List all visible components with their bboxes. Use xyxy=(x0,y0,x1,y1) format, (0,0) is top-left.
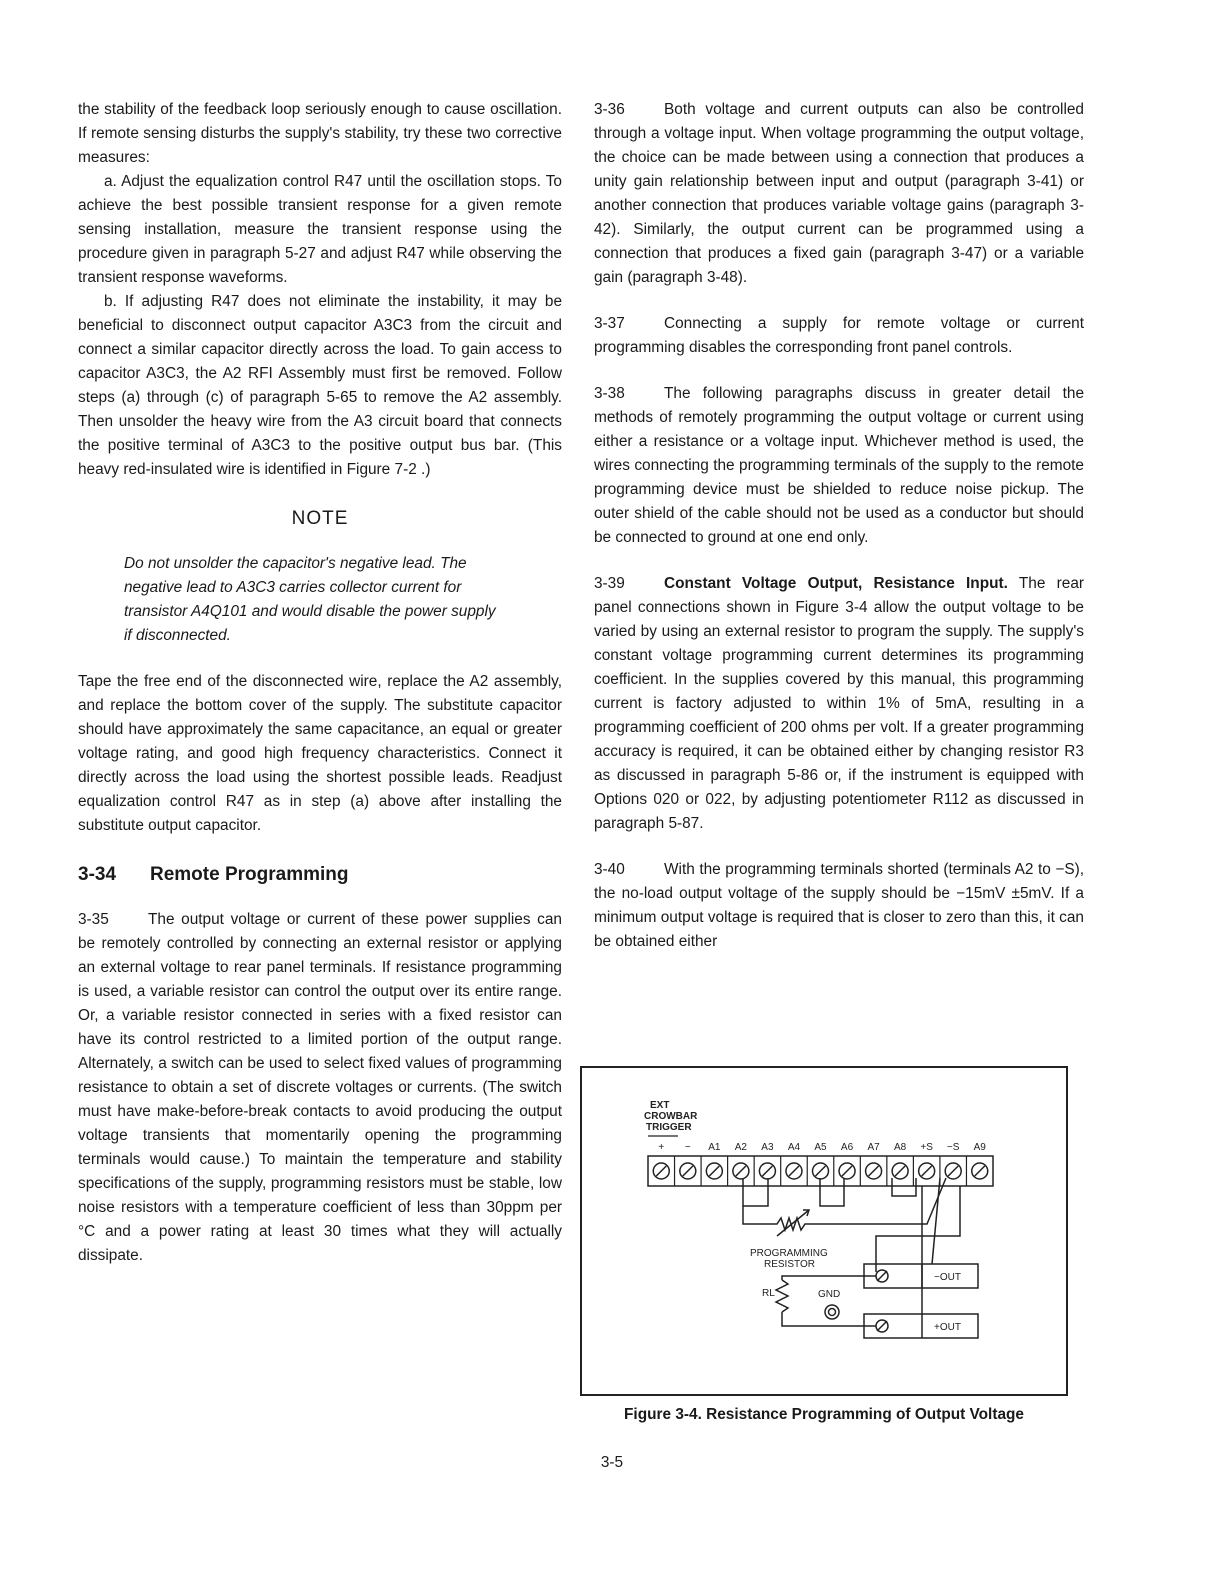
terminal-label: A4 xyxy=(787,1142,801,1153)
terminal-label: +S xyxy=(920,1142,933,1153)
label-ext: EXT xyxy=(650,1100,670,1111)
terminal-label: A5 xyxy=(814,1142,827,1153)
step-a: a. Adjust the equalization control R47 until the oscillation stops. To achieve the best possible transient response for a given remote sensing installation, measure the transient response using the procedure given in paragraph 5-27 and adjust R47 while observing the transient response waveforms. xyxy=(78,173,562,286)
paragraph-3-38: 3-38 The following paragraphs discuss in greater detail the methods of remotely programming the output voltage or current using either a resistance or a voltage input. Whichever method is used, the wires connecting the programming terminals of the supply to the remote programming device must be shielded to reduce noise pickup. The outer shield of the cable should not be used as a conductor but should be connected to ground at one end only. xyxy=(594,382,1084,550)
section-heading xyxy=(78,864,562,886)
terminal-label: A8 xyxy=(893,1142,907,1153)
jumper-a8-plus-s xyxy=(892,1178,916,1196)
paragraph-3-39: 3-39 Constant Voltage Output, Resistance Input. The rear panel connections shown in Figure 3-4 allow the output voltage to be varied by using an external resistor to program the supply. The supply's constant voltage programming current determines its programming coefficient. In the supplies covered by this manual, this programming current is factory adjusted to within 1% of 5mA, resulting in a programming coefficient of 200 ohms per volt. If a greater programming accuracy is required, it can be obtained either by changing resistor R3 as discussed in paragraph 5-86 or, if the instrument is equipped with Options 020 or 022, by adjusting potentiometer R112 as discussed in paragraph 5-87. xyxy=(594,572,1084,836)
jumper-a2-a3 xyxy=(743,1178,768,1206)
terminal-label: A1 xyxy=(708,1142,721,1153)
label-crowbar: CROWBAR xyxy=(644,1111,698,1122)
terminal-label: − xyxy=(684,1142,691,1153)
figure-3-4 xyxy=(580,1066,1068,1396)
paragraph-3-40: 3-40 With the programming terminals shorted (terminals A2 to −S), the no-load output voltage of the supply should be −15mV ±5mV. If a minimum output voltage is required that is closer to zero than this, it can be obtained either xyxy=(594,858,1084,954)
a9-lead xyxy=(876,1186,960,1272)
paragraph-number: 3-39 xyxy=(594,575,625,592)
paragraph-3-35: 3-35 The output voltage or current of these power supplies can be remotely controlled by connecting an external resistor or applying an external voltage to rear panel terminals. If resistance programming is used, a variable resistor can control the output over its entire range. Or, a variable resistor connected in series with a fixed resistor can have its control restricted to a limited portion of the output range. Alternately, a switch can be used to select fixed values of programming resistance to obtain a set of discrete voltages or currents. (The switch must have make-before-break contacts to avoid producing the output voltage transients that momentarily opening the programming terminals would cause.) To maintain the temperature and stability specifications of the supply, programming resistors must be stable, low noise resistors with a temperature coefficient of less than 30ppm per °C and a power rating at least 30 times what they will actually dissipate. xyxy=(78,908,562,1268)
load-top-wire xyxy=(782,1276,876,1280)
terminal-label: A2 xyxy=(734,1142,748,1153)
label-minus-out: −OUT xyxy=(934,1272,961,1283)
gnd-terminal-outer xyxy=(825,1305,839,1319)
minus-s-lead xyxy=(932,1178,940,1264)
paragraph-number: 3-37 xyxy=(594,315,625,332)
paragraph-3-36: 3-36 Both voltage and current outputs can also be controlled through a voltage input. When voltage programming the output voltage, the choice can be made between using a connection that produces a unity gain relationship between input and output (paragraph 3-41) or another connection that produces variable voltage gains (paragraph 3-42). Similarly, the output current can be programmed using a connection that produces a fixed gain (paragraph 3-47) or a variable gain (paragraph 3-48). xyxy=(594,98,1084,290)
paragraph-substitute-capacitor: Tape the free end of the disconnected wire, replace the A2 assembly, and replace the bottom cover of the supply. The substitute capacitor should have approximately the same capacitance, an equal or greater voltage rating, and good high frequency characteristics. Connect it directly across the load using the shortest possible leads. Readjust equalization control R47 as in step (a) above after installing the substitute output capacitor. xyxy=(78,673,562,834)
section-title: Remote Programming xyxy=(150,864,349,885)
terminal-label: + xyxy=(658,1142,665,1153)
load-resistor xyxy=(776,1280,788,1312)
run-in-title: Constant Voltage Output, Resistance Input. xyxy=(664,575,1008,592)
terminal-label: A6 xyxy=(840,1142,854,1153)
label-rl: RL xyxy=(762,1288,775,1299)
label-resistor: RESISTOR xyxy=(764,1259,815,1270)
label-programming: PROGRAMMING xyxy=(750,1248,828,1259)
step-b: b. If adjusting R47 does not eliminate the instability, it may be beneficial to disconnect output capacitor A3C3 from the circuit and connect a similar capacitor directly across the load. To gain access to capacitor A3C3, the A2 RFI Assembly must first be removed. Follow steps (a) through (c) of paragraph 5-65 to remove the A2 assembly. Then unsolder the heavy wire from the A3 circuit board that connects the positive terminal of A3C3 to the positive output bus bar. (This heavy red-insulated wire is identified in Figure 7-2 .) xyxy=(78,293,562,478)
terminal-label: A7 xyxy=(867,1142,880,1153)
paragraph-number: 3-36 xyxy=(594,101,625,118)
gnd-terminal-inner xyxy=(829,1309,836,1316)
left-column xyxy=(78,98,562,1268)
note-title: NOTE xyxy=(291,508,349,529)
paragraph-number: 3-35 xyxy=(78,911,109,928)
page-number: 3-5 xyxy=(600,1454,624,1471)
note-text: Do not unsolder the capacitor's negative lead. The negative lead to A3C3 carries collector current for transistor A4Q101 and would disable the power supply if disconnected. xyxy=(124,555,496,644)
label-plus-out: +OUT xyxy=(934,1322,961,1333)
jumper-a5-a6 xyxy=(820,1178,844,1206)
figure-caption: Figure 3-4. Resistance Programming of Output Voltage xyxy=(624,1406,1024,1423)
label-gnd: GND xyxy=(818,1289,841,1300)
wire-to-resistor-left xyxy=(743,1206,768,1224)
paragraph-number: 3-40 xyxy=(594,861,625,878)
section-number: 3-34 xyxy=(78,864,117,885)
terminal-label: A9 xyxy=(973,1142,986,1153)
label-trigger: TRIGGER xyxy=(646,1122,692,1133)
paragraph-3-37: 3-37 Connecting a supply for remote voltage or current programming disables the corresponding front panel controls. xyxy=(594,312,1084,360)
resistance-programming-diagram xyxy=(582,1068,1066,1394)
terminal-label: A3 xyxy=(761,1142,774,1153)
right-column xyxy=(594,98,1084,954)
terminal-label: −S xyxy=(946,1142,960,1153)
paragraph-number: 3-38 xyxy=(594,385,625,402)
paragraph-continuation: the stability of the feedback loop seriously enough to cause oscillation. If remote sensing disturbs the supply's stability, try these two corrective measures: xyxy=(78,101,562,166)
